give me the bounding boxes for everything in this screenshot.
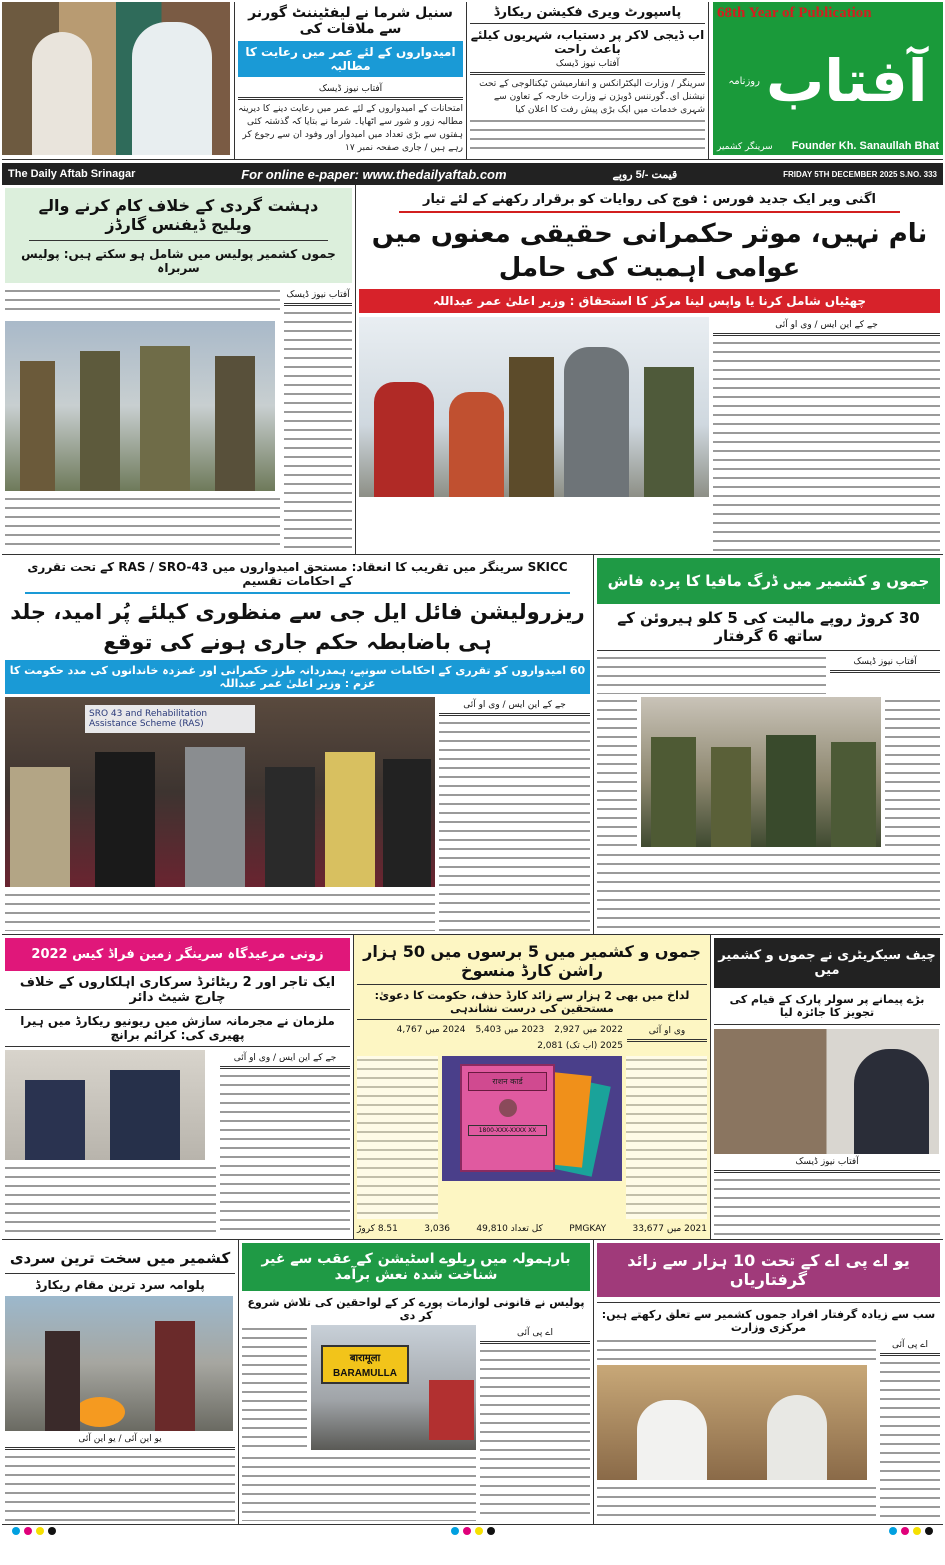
- headline: ریزرولیشن فائل ایل جی سے منظوری کیلئے پُر امید، جلد ہی باضابطہ حکم جاری ہونے کی توقع: [10, 600, 585, 654]
- pink-header: زونی مرعیدگاہ سرینگر زمین فراڈ کیس 2022: [5, 938, 350, 971]
- byline: اے پی آئی: [480, 1325, 590, 1344]
- kicker: پاسپورٹ ویری فکیشن ریکارڈ: [470, 5, 705, 24]
- story-text: امتحانات کے امیدواروں کے لئے عمر میں رعایت دینے کا دیرینہ مطالبہ زور و شور سے اٹھایا۔ شرما نے بتایا کہ گذشتہ کئی ہفتوں سے بڑی تعداد میں امیدوار اور وفود ان سے رجوع کر رہے ہیں / جاری صفحہ نمبر ۱۷: [238, 104, 463, 153]
- byline: یو این آئی / یو این آئی: [5, 1431, 235, 1450]
- story-baramulla: [238, 1240, 593, 1524]
- figure: 2024 میں 4,767: [396, 1025, 466, 1035]
- story-lead: [355, 185, 943, 554]
- figure: PMGKAY: [569, 1224, 607, 1234]
- subhead: سب سے زیادہ گرفتار افراد جموں کشمیر سے تعلق رکھتے ہیں: مرکزی وزارت: [597, 1302, 940, 1334]
- photo-agniveer: [359, 317, 709, 497]
- kicker: SKICC سرینگر میں تقریب کا انعقاد: مستحق امیدواروں میں RAS / SRO-43 کے تحت تقرری کے احکامات تقسیم: [25, 560, 570, 594]
- story-ras: [2, 555, 593, 934]
- top-photo: [2, 2, 230, 155]
- paper-name: The Daily Aftab Srinagar: [8, 168, 136, 180]
- byline: آفتاب نیوز ڈیسک: [284, 287, 352, 306]
- story-passport: [466, 2, 708, 159]
- story-ration-cards: [353, 935, 710, 1239]
- byline: جے کے این ایس / وی او آئی: [439, 697, 590, 716]
- founder: Founder Kh. Sanaullah Bhat: [791, 140, 939, 152]
- top-band: [2, 2, 943, 160]
- byline: جے کے این ایس / وی او آئی: [220, 1050, 350, 1069]
- byline: آفتاب نیوز ڈیسک: [470, 56, 705, 75]
- headline: سنیل شرما نے لیفٹیننٹ گورنر سے ملاقات کی: [248, 5, 453, 37]
- byline: آفتاب نیوز ڈیسک: [238, 81, 463, 100]
- figure: 2021 میں 33,677: [632, 1224, 707, 1234]
- badge: روزنامہ: [728, 75, 760, 87]
- sign-english: BARAMULLA: [333, 1368, 397, 1379]
- dark-header: چیف سیکریٹری نے جموں و کشمیر میں: [714, 938, 940, 988]
- main-headline: نام نہیں، موثر حکمرانی حقیقی معنوں میں عوامی اہمیت کی حامل: [371, 219, 928, 283]
- green-header: جموں و کشمیر میں ڈرگ مافیا کا پردہ فاش: [597, 558, 940, 604]
- info-strip: [2, 163, 943, 185]
- subhead: ملزمان نے مجرمانہ سازش میں ریونیو ریکارڈ میں ہیرا پھیری کی: کرائم برانچ: [5, 1014, 350, 1047]
- figure: 2022 میں 2,927: [554, 1025, 623, 1035]
- sign-hindi: बारामूला: [349, 1353, 381, 1364]
- green-header: بارہمولہ میں ریلوے اسٹیشن کے عقب سے غیر شناخت شدہ نعش برآمد: [242, 1243, 590, 1291]
- subhead: جموں کشمیر پولیس میں شامل ہو سکتے ہیں: پولیس سربراہ: [21, 247, 336, 275]
- story-solar-park: [710, 935, 943, 1239]
- blue-bar: 60 امیدواروں کو تقرری کے احکامات سونپے، ہمدردانہ طرز حکمرانی اور غمزدہ خاندانوں کی مدد حکومت کا عزم : وزیر اعلیٰ عمر عبداللہ: [5, 660, 590, 694]
- story-land-fraud: [2, 935, 353, 1239]
- photo-police-press: [641, 697, 881, 847]
- figure: 8.51 کروڑ: [357, 1224, 398, 1234]
- subhead: لداخ میں بھی 2 ہزار سے زائد کارڈ حذف، حکومت کا دعویٰ: مستحقین کی درست نشاندہی: [357, 989, 707, 1020]
- figure: 2023 میں 5,403: [475, 1025, 545, 1035]
- card-title: राशन कार्ड: [468, 1072, 547, 1091]
- photo-army-officers: [5, 321, 275, 491]
- card-number: 1800-XXX-XXXX XX: [468, 1125, 547, 1136]
- date: FRIDAY 5TH DECEMBER 2025 S.NO. 333: [783, 169, 937, 179]
- story-drug-mafia: [593, 555, 943, 934]
- byline: وی او آئی: [627, 1023, 707, 1042]
- masthead: [713, 2, 943, 155]
- registration-marks: [2, 1525, 943, 1537]
- price: قیمت -/5 روپے: [612, 168, 678, 181]
- photo-parliament: [597, 1365, 867, 1480]
- headline: 30 کروڑ روپے مالیت کی 5 کلو ہیروئن کے ساتھ 6 گرفتار: [597, 609, 940, 651]
- location: سرینگر کشمیر: [717, 142, 773, 152]
- photo-ras-ceremony: [5, 697, 435, 887]
- year-of-publication: 68th Year of Publication: [717, 5, 872, 21]
- photo-meeting: [714, 1029, 939, 1154]
- story-text: سرینگر / وزارت الیکٹرانکس و انفارمیشن ٹیکنالوجی کے تحت نیشنل ای۔گورننس ڈویژن نے وزارت خارجہ کے تعاون سے شہری خدمات میں ایک بڑی پیش رفت کا اعلان کیا: [479, 79, 705, 115]
- byline: اے پی آئی: [880, 1337, 940, 1356]
- blue-bar: امیدواروں کے لئے عمر میں رعایت کا مطالبہ: [238, 41, 463, 77]
- photo-crime-branch: [5, 1050, 205, 1160]
- story-uapa: [593, 1240, 943, 1524]
- story-cold-wave: [2, 1240, 238, 1524]
- story-vdg: [2, 185, 355, 554]
- photo-baramulla-station: [311, 1325, 476, 1450]
- headline: کشمیر میں سخت ترین سردی: [5, 1249, 235, 1274]
- photo-caption: SRO 43 and Rehabilitation Assistance Scheme (RAS): [85, 705, 255, 733]
- photo-bonfire: [5, 1296, 233, 1431]
- kicker: اگنی ویر ایک جدید فورس : فوج کی روایات کو برقرار رکھنے کے لئے تیار: [399, 192, 900, 213]
- subhead: پلوامہ سرد ترین مقام ریکارڈ: [35, 1278, 205, 1292]
- headline: دہشت گردی کے خلاف کام کرنے والے ویلیج ڈیفنس گارڈز: [29, 196, 328, 241]
- epaper-link[interactable]: For online e-paper: www.thedailyaftab.com: [241, 166, 507, 182]
- headline: جموں و کشمیر میں 5 برسوں میں 50 ہزار راشن کارڈ منسوخ: [357, 938, 707, 985]
- subhead: پولیس نے قانونی لوازمات پورے کر کے لواحقین کی تلاش شروع کر دی: [247, 1296, 585, 1322]
- headline: بڑے پیمانے پر سولر پارک کے قیام کی تجویز کا جائزہ لیا: [714, 993, 940, 1025]
- figure: 2025 (اب تک) 2,081: [537, 1041, 623, 1051]
- ration-card-graphic: [442, 1056, 622, 1181]
- byline: آفتاب نیوز ڈیسک: [830, 654, 940, 673]
- emblem-icon: [499, 1099, 517, 1117]
- headline: ایک تاجر اور 2 ریٹائرڈ سرکاری اہلکاروں کے خلاف چارج شیٹ دائر: [5, 975, 350, 1010]
- masthead-logo: آفتاب: [765, 47, 928, 115]
- red-bar: چھٹیاں شامل کرنا یا واپس لینا مرکز کا استحقاق : وزیر اعلیٰ عمر عبداللہ: [359, 289, 940, 313]
- figure: 3,036: [424, 1224, 451, 1234]
- magenta-header: یو اے پی اے کے تحت 10 ہزار سے زائد گرفتاریاں: [597, 1243, 940, 1297]
- byline: جے کے این ایس / وی او آئی: [713, 317, 940, 336]
- figure: کل تعداد 49,810: [476, 1224, 543, 1234]
- story-sunil-sharma: [234, 2, 466, 159]
- byline: آفتاب نیوز ڈیسک: [714, 1154, 940, 1173]
- headline: اب ڈیجی لاکر پر دستیاب، شہریوں کیلئے باعث راحت: [470, 28, 705, 56]
